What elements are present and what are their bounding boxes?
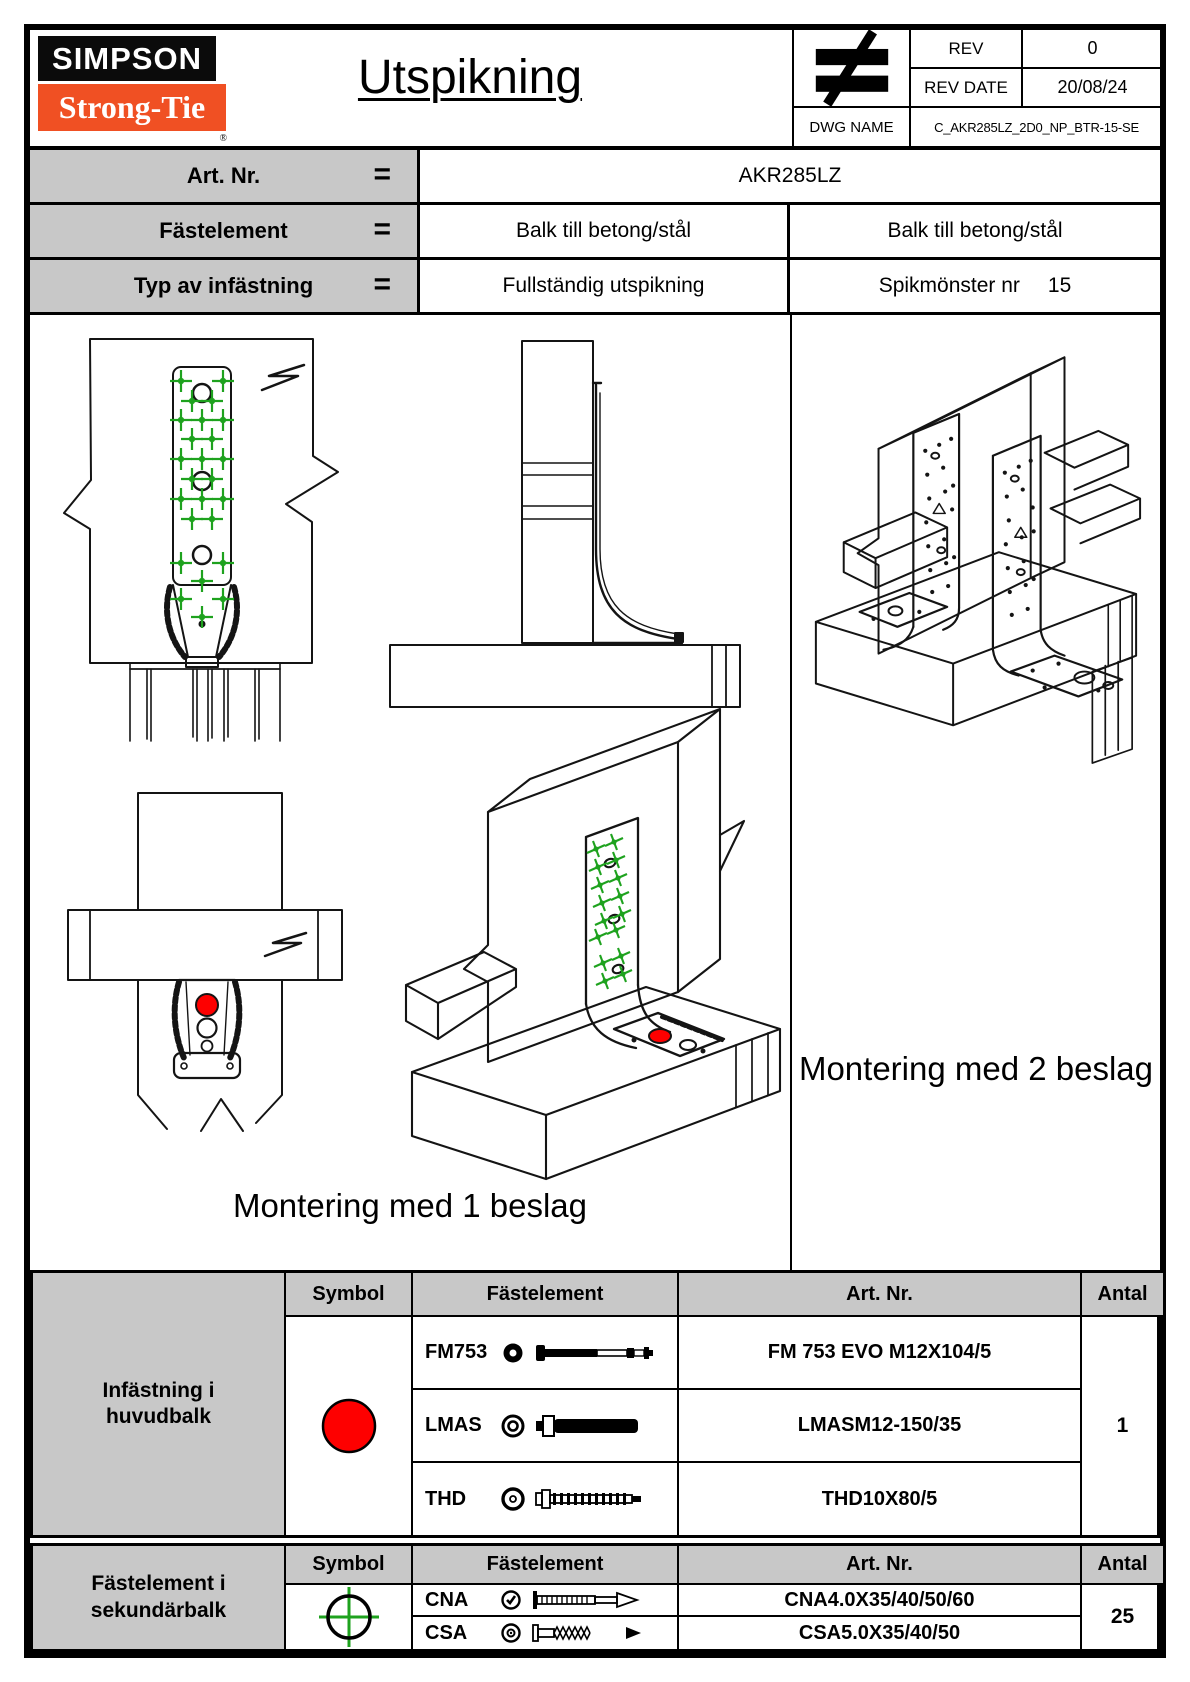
anchor-bolt-red-marker [649, 1029, 671, 1043]
fastener-header: Fästelement [413, 1546, 679, 1585]
drawing-panel-left [30, 315, 792, 1270]
csa-screw-icon [531, 1622, 647, 1644]
red-circle-icon [319, 1396, 379, 1456]
qty-header: Antal [1082, 1546, 1163, 1585]
fm753-end-view-icon [500, 1340, 526, 1366]
dwg-name-value: C_AKR285LZ_2D0_NP_BTR-15-SE [909, 108, 1162, 146]
fastener-value-left: Balk till betong/stål [420, 205, 790, 257]
main-symbol-cell [286, 1317, 413, 1535]
nail-pattern-label: Spikmönster nr [878, 274, 1020, 297]
symbol-header: Symbol [286, 1546, 413, 1585]
caption-two-brackets: Montering med 2 beslag [798, 1050, 1154, 1087]
cna-end-view-icon [500, 1589, 522, 1611]
art-nr-row [30, 150, 1160, 205]
title-block [30, 30, 1160, 150]
artnr-header: Art. Nr. [679, 1273, 1082, 1317]
main-fastener-table [30, 1270, 1160, 1538]
fastener-label: Fästelement [159, 218, 288, 243]
secondary-fastener-table [30, 1543, 1160, 1652]
page-title: Utspikning [357, 51, 583, 104]
isometric-two-brackets-drawing [794, 320, 1156, 865]
sheet-frame [24, 24, 1166, 1658]
fastener-code: FM753 [425, 1341, 488, 1363]
csa-end-view-icon [500, 1622, 522, 1644]
fastener-cell-lmas [413, 1390, 679, 1463]
fastener-cell-fm753 [413, 1317, 679, 1390]
fm753-bolt-icon [535, 1340, 655, 1366]
not-equal-icon [794, 30, 909, 108]
nail-pattern-marks [170, 370, 234, 628]
rev-date-value: 20/08/24 [1021, 69, 1162, 108]
fastener-cell-cna [413, 1585, 679, 1617]
page-title-wrap [180, 50, 760, 105]
art-nr-label-cell [30, 150, 420, 202]
revision-table [792, 30, 1160, 146]
artnr-value: FM 753 EVO M12X104/5 [679, 1317, 1082, 1390]
anchor-bolt-red-marker [196, 994, 218, 1016]
cna-nail-icon [531, 1589, 647, 1611]
equals-sign: = [373, 157, 391, 191]
nail-pattern-number: 15 [1047, 274, 1072, 297]
dwg-name-label: DWG NAME [809, 118, 894, 136]
nail-pattern-marks [587, 834, 632, 989]
side-view-drawing [360, 323, 780, 743]
fastener-cell-thd [413, 1463, 679, 1535]
fastener-label-cell [30, 205, 420, 257]
artnr-value: LMASM12-150/35 [679, 1390, 1082, 1463]
artnr-header: Art. Nr. [679, 1546, 1082, 1585]
main-qty-value: 1 [1116, 1414, 1129, 1437]
secondary-qty-value: 25 [1110, 1605, 1135, 1628]
drawing-area [30, 315, 1160, 1270]
isometric-one-bracket-drawing [348, 687, 788, 1199]
thd-screw-anchor-icon [535, 1486, 655, 1512]
secondary-symbol-cell [286, 1585, 413, 1649]
artnr-value: THD10X80/5 [679, 1463, 1082, 1535]
fastener-value-right: Balk till betong/stål [887, 219, 1063, 242]
attachment-type-value: Fullständig utspikning [420, 260, 790, 312]
fastener-row [30, 205, 1160, 260]
nail-pattern-cell [790, 260, 1160, 312]
artnr-value: CNA4.0X35/40/50/60 [679, 1585, 1082, 1617]
green-crosshair-circle-icon [318, 1586, 380, 1648]
nail-hole-dots [871, 437, 1100, 693]
fastener-code: CSA [425, 1621, 468, 1644]
qty-header: Antal [1082, 1273, 1163, 1317]
attachment-type-label: Typ av infästning [133, 273, 314, 298]
bottom-view-drawing [50, 765, 350, 1145]
rev-label: REV [909, 30, 1021, 69]
registered-mark: ® [219, 133, 227, 144]
caption-one-bracket: Montering med 1 beslag [232, 1187, 588, 1224]
main-group-label: Infästning i huvudbalk [33, 1273, 286, 1535]
front-view-drawing [45, 323, 345, 751]
simpson-logo: SIMPSON [38, 36, 216, 81]
attachment-type-row [30, 260, 1160, 315]
equals-sign: = [373, 212, 391, 246]
artnr-value: CSA5.0X35/40/50 [679, 1617, 1082, 1649]
strongtie-wordmark: Strong-Tie [58, 89, 206, 125]
attachment-type-label-cell [30, 260, 420, 312]
lmas-anchor-bolt-icon [535, 1413, 655, 1439]
lmas-end-view-icon [500, 1413, 526, 1439]
rev-value: 0 [1021, 30, 1162, 69]
rev-date-label: REV DATE [909, 69, 1021, 108]
fastener-header: Fästelement [413, 1273, 679, 1317]
secondary-group-label: Fästelement i sekundärbalk [33, 1546, 286, 1649]
fastener-code: CNA [425, 1588, 469, 1611]
drawing-panel-right [792, 315, 1160, 1270]
fastener-cell-csa [413, 1617, 679, 1649]
art-nr-value: AKR285LZ [738, 164, 842, 187]
fastener-code: LMAS [425, 1414, 482, 1436]
art-nr-label: Art. Nr. [186, 163, 261, 188]
fastener-code: THD [425, 1487, 467, 1510]
symbol-header: Symbol [286, 1273, 413, 1317]
thd-end-view-icon [500, 1486, 526, 1512]
equals-sign: = [373, 267, 391, 301]
